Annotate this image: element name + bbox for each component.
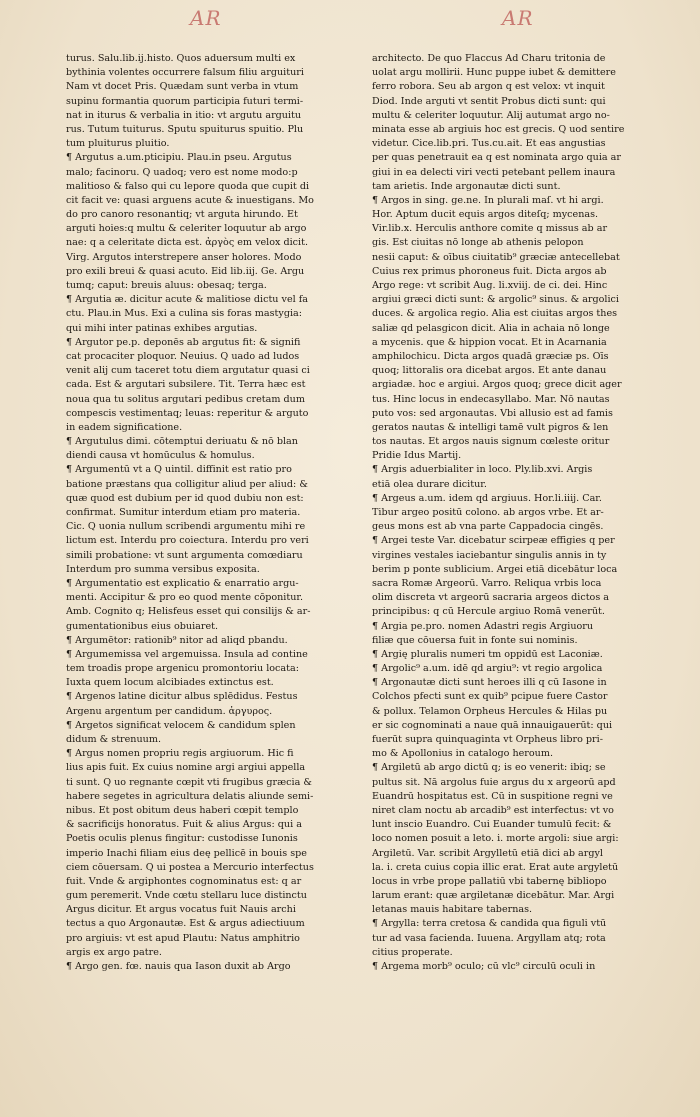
text-line: rus. Tutum tuiturus. Sputu spuiturus spuitio. Plu [66, 123, 304, 135]
text-line: didum & strenuum. [66, 734, 161, 745]
text-line: nibus. Et post obitum deus haberi cœpit templo [66, 804, 299, 816]
text-line: lius apis fuit. Ex cuius nomine argi argiui appella [66, 762, 306, 774]
text-line: puto vos: sed argonautas. Vbi allusio est ad famis [372, 407, 613, 419]
text-line: architecto. De quo Flaccus Ad Charu tritonia de [372, 53, 606, 64]
text-line: ¶ Argos in sing. ge.ne. In plurali maſ. vt hi argi. [372, 194, 604, 206]
text-line: Argus dicitur. Et argus vocatus fuit Nauis archi [66, 904, 296, 916]
text-line: tus. Hinc locus in endecasyllabo. Mar. Nō nautas [372, 393, 610, 405]
text-line: venit alij cum taceret totu diem argutatur quasi ci [66, 365, 310, 377]
text-line: ¶ Argumentū vt a Q uintil. diffinit est ratio pro [66, 464, 292, 476]
text-line: letanas mauis habitare tabernas. [372, 904, 533, 916]
text-line: ti sunt. Q uo regnante cœpit vti frugibus græcia & [66, 776, 312, 788]
text-line: la. i. creta cuius copia illic erat. Erat aute argyletū [372, 861, 619, 873]
text-line: Cic. Q uonia nullum scribendi argumentu mihi re [66, 521, 306, 533]
text-line: niret clam noctu ab arcadib⁹ est interfectus: vt vo [372, 804, 614, 816]
text-line: Vir.lib.x. Herculis anthore comite q missus ab ar [372, 223, 608, 235]
text-line: pro exili breui & quasi acuto. Eid lib.iij. Ge. Argu [66, 265, 305, 277]
text-line: ¶ Argutor pe.p. deponēs ab argutus fit: & signifi [66, 336, 301, 348]
text-line: principibus: q cū Hercule argiuo Romā venerūt. [372, 606, 605, 618]
text-line: Hor. Aptum ducit equis argos diteſq; mycenas. [372, 209, 599, 221]
text-line: fuit. Vnde & argiphontes cognominatus est: q ar [66, 875, 302, 887]
text-line: Pridie Idus Martij. [372, 450, 462, 462]
left-column [66, 52, 356, 974]
text-line: Amb. Cognito q; Helisfeus esset qui consilijs & ar- [66, 606, 311, 618]
text-line: menti. Accipitur & pro eo quod mente cōponitur. [66, 592, 303, 604]
text-line: habere segetes in agricultura delatis aliunde semi- [66, 790, 314, 802]
text-line: Iuxta quem locum alcibiades extinctus est. [66, 677, 274, 689]
text-line: ¶ Argolic⁹ a.um. idē qd argiu⁹: vt regio argolica [372, 663, 603, 675]
text-line: simili probatione: vt sunt argumenta comœdiaru [66, 549, 303, 561]
text-line: ¶ Argumemissa vel argemuissa. Insula ad contine [66, 648, 308, 660]
text-line: virgines vestales iaciebantur singulis annis in ty [372, 549, 607, 561]
text-line: ¶ Argutia æ. dicitur acute & malitiose dictu vel fa [66, 294, 309, 306]
text-line: minata esse ab argiuis hoc est grecis. Q uod sentire [372, 123, 625, 135]
running-head-left: AR [190, 6, 222, 30]
text-line: geus mons est ab vna parte Cappadocia cingēs. [372, 521, 604, 533]
text-line: videtur. Cice.lib.pri. Tus.cu.ait. Et eas angustias [372, 138, 606, 150]
text-line: Virg. Argutos interstrepere anser holores. Modo [66, 251, 302, 263]
text-line: Diod. Inde arguti vt sentit Probus dicti sunt: qui [372, 95, 606, 107]
text-line: pultus sit. Nā argolus fuie argus du x argeorū apd [372, 776, 616, 788]
text-line: batione præstans qua colligitur aliud per aliud: & [66, 478, 308, 490]
text-line: noua qua tu solitus argutari pedibus cretam dum [66, 393, 305, 405]
text-line: ¶ Argei teste Var. dicebatur scirpeæ effigies q per [372, 535, 615, 547]
text-line: ¶ Argonautæ dicti sunt heroes illi q cū Iasone in [372, 677, 607, 689]
text-line: nae: q a celeritate dicta est. ἀργὸς em velox dicit. [66, 237, 309, 249]
text-line: ¶ Argia pe.pro. nomen Adastri regis Argiuoru [372, 620, 594, 632]
text-line: ¶ Argiletū ab argo dictū q; is eo venerit: ibiq; se [372, 762, 606, 774]
text-line: quoq; littoralis ora dicebat argos. Et ante danau [372, 365, 607, 377]
text-line: filiæ que cōuersa fuit in fonte sui nominis. [372, 634, 578, 646]
text-line: supinu formantia quorum participia futuri termi- [66, 95, 304, 107]
text-line: Colchos pfecti sunt ex quib⁹ pcipue fuere Castor [372, 691, 608, 703]
text-line: argiui græci dicti sunt: & argolic⁹ sinus. & argolici [372, 294, 620, 306]
text-line: ¶ Argutulus dimi. cōtemptui deriuatu & nō blan [66, 436, 298, 448]
text-line: tem troadis prope argenicu promontoriu locata: [66, 663, 299, 675]
text-line: per quas penetrauit ea q est nominata argo quia ar [372, 152, 621, 164]
text-line: ¶ Argenos latine dicitur albus splēdidus. Festus [66, 691, 298, 703]
text-line: duces. & argolica regio. Alia est ciuitas argos thes [372, 308, 618, 320]
text-line: er sic cognominati a naue quā innauigauerūt: qui [372, 719, 613, 731]
text-line: cada. Est & argutari subsilere. Tit. Terra hæc est [66, 379, 306, 391]
text-line: tectus a quo Argonautæ. Est & argus adiectiuum [66, 918, 305, 930]
text-line: ¶ Argo gen. fœ. nauis qua Iason duxit ab Argo [66, 961, 291, 972]
text-line: turus. Salu.lib.ij.histo. Quos aduersum multi ex [66, 53, 296, 64]
text-line: locus in vrbe prope pallatiū vbi tabernę bibliopo [372, 875, 607, 887]
text-line: etiā olea durare dicitur. [372, 478, 487, 490]
text-line: ¶ Argumentatio est explicatio & enarratio argu- [66, 577, 299, 589]
text-line: olim discreta vt argeorū sacraria argeos dictos a [372, 592, 610, 604]
text-line: ¶ Argylla: terra cretosa & candida qua figuli vtū [372, 918, 607, 930]
text-line: fuerūt supra quinquaginta vt Orpheus libro pri- [372, 734, 603, 745]
text-line: cat procaciter ploquor. Neuius. Q uado ad ludos [66, 350, 300, 362]
text-line: malo; facinoru. Q uadoq; vero est nome modo:p [66, 166, 298, 178]
text-line: tam arietis. Inde argonautæ dicti sunt. [372, 180, 561, 192]
text-line: ¶ Argus nomen propriu regis argiuorum. Hic fi [66, 748, 294, 760]
text-line: berim p ponte sublicium. Argei etiā dicebātur loca [372, 563, 618, 575]
text-line: sacra Romæ Argeorū. Varro. Reliqua vrbis loca [372, 577, 602, 589]
text-line: argis ex argo patre. [66, 946, 162, 958]
text-line: qui mihi inter patinas exhibes argutias. [66, 322, 258, 334]
text-line: Nam vt docet Pris. Quædam sunt verba in vtum [66, 81, 299, 93]
text-line: tos nautas. Et argos nauis signum cœleste oritur [372, 436, 610, 448]
text-line: compescis vestimentaq; leuas: reperitur & arguto [66, 407, 309, 419]
text-line: & pollux. Telamon Orpheus Hercules & Hilas pu [372, 705, 608, 717]
text-line: malitioso & falso qui cu lepore quoda que cupit di [66, 180, 310, 192]
text-line: geratos nautas & intelligi tamē vult pigros & len [372, 421, 609, 433]
text-line: imperio Inachi filiam eius deę pellicē in bouis spe [66, 847, 307, 859]
text-line: diendi causa vt homūculus & homulus. [66, 450, 255, 462]
text-line: ferro robora. Seu ab argon q est velox: vt inquit [372, 81, 605, 93]
text-line: ¶ Argema morb⁹ oculo; cū vlc⁹ circulū oculi in [372, 961, 596, 972]
right-column [372, 52, 662, 974]
text-line: Argiletū. Var. scribit Argylletū etiā dici ab argyl [372, 847, 603, 859]
text-line: tumq; caput: breuis aluus: obesaq; terga. [66, 280, 267, 291]
text-line: citius properate. [372, 946, 453, 958]
text-line: Interdum pro summa versibus exposita. [66, 563, 260, 575]
text-line: ¶ Argis aduerbialiter in loco. Ply.lib.xvi. Argis [372, 464, 593, 476]
text-line: confirmat. Sumitur interdum etiam pro materia. [66, 507, 301, 518]
text-line: ¶ Argutus a.um.pticipiu. Plau.in pseu. Argutus [66, 152, 292, 164]
text-line: a mycenis. que & hippion vocat. Et in Acarnania [372, 336, 607, 348]
text-line: giui in ea delecti viri vecti petebant pellem inaura [372, 166, 616, 178]
text-line: amphilochicu. Dicta argos quadā græciæ ps. Oīs [372, 350, 609, 362]
text-line: Poetis oculis plenus fingitur: custodisse Iunonis [66, 833, 298, 845]
text-line: nesii caput: & oībus ciuitatib⁹ græciæ antecellebat [372, 251, 620, 263]
text-line: saliæ qd pelasgicon dicit. Alia in achaia nō longe [372, 322, 610, 334]
text-line: bythinia volentes occurrere falsum filiu arguituri [66, 67, 304, 79]
text-line: do pro canoro resonantiq; vt arguta hirundo. Et [66, 209, 298, 221]
text-line: Cuius rex primus phoroneus fuit. Dicta argos ab [372, 265, 607, 277]
text-line: arguti hoies:q multu & celeriter loquutur ab argo [66, 223, 307, 235]
text-line: Tibur argeo positū colono. ab argos vrbe. Et ar- [372, 507, 604, 518]
text-line: lictum est. Interdu pro coiectura. Interdu pro veri [66, 535, 309, 547]
text-line: gum peremerit. Vnde cœtu stellaru luce distinctu [66, 890, 307, 902]
text-line: tur ad vasa facienda. Iuuena. Argyllam atq; rota [372, 932, 606, 944]
text-line: quæ quod est dubium per id quod dubiu non est: [66, 492, 304, 504]
text-line: ¶ Argeus a.um. idem qd argiuus. Hor.li.iiij. Car. [372, 492, 602, 504]
text-line: in eadem significatione. [66, 421, 183, 433]
text-line: mo & Apollonius in catalogo heroum. [372, 748, 553, 760]
text-line: ciem cōuersam. Q ui postea a Mercurio interfectus [66, 861, 314, 873]
text-line: ¶ Argię pluralis numeri tm oppidū est Laconiæ. [372, 648, 603, 660]
text-line: ¶ Argumētor: rationib⁹ nitor ad aliqd pbandu. [66, 634, 288, 646]
text-line: larum erant: quæ argiletanæ dicebātur. Mar. Argi [372, 890, 615, 902]
text-line: Argo rege: vt scribit Aug. li.xviij. de ci. dei. Hinc [372, 280, 608, 291]
text-line: tum pluiturus pluitio. [66, 138, 170, 150]
text-line: pro argiuis: vt est apud Plautu: Natus amphitrio [66, 932, 300, 944]
text-line: & sacrificijs honoratus. Fuit & alius Argus: qui a [66, 819, 302, 831]
text-line: lunt inscio Euandro. Cui Euander tumulū fecit: & [372, 819, 612, 831]
text-line: cit facit ve: quasi arguens acute & inuestigans. Mo [66, 194, 314, 206]
text-line: ctu. Plau.in Mus. Exi a culina sis foras mastygia: [66, 308, 302, 320]
text-line: Argenu argentum per candidum. ἀργυρος. [66, 705, 273, 717]
text-line: argiadæ. hoc e argiui. Argos quoq; grece dicit ager [372, 379, 622, 391]
text-line: ¶ Argetos significat velocem & candidum splen [66, 719, 296, 731]
text-line: multu & celeriter loquutur. Alij autumat argo no- [372, 109, 610, 121]
running-head-right: AR [502, 6, 534, 30]
text-line: nat in iturus & verbalia in itio: vt argutu arguitu [66, 109, 302, 121]
text-line: uolat argu mollirii. Hunc puppe iubet & demittere [372, 67, 616, 79]
text-line: Euandrū hospitatus est. Cū in suspitione regni ve [372, 790, 613, 802]
text-line: loco nomen posuit a leto. i. morte argoli: siue argi: [372, 833, 619, 845]
text-line: gumentationibus eius obuiaret. [66, 620, 219, 632]
text-line: gis. Est ciuitas nō longe ab athenis pelopon [372, 237, 584, 249]
